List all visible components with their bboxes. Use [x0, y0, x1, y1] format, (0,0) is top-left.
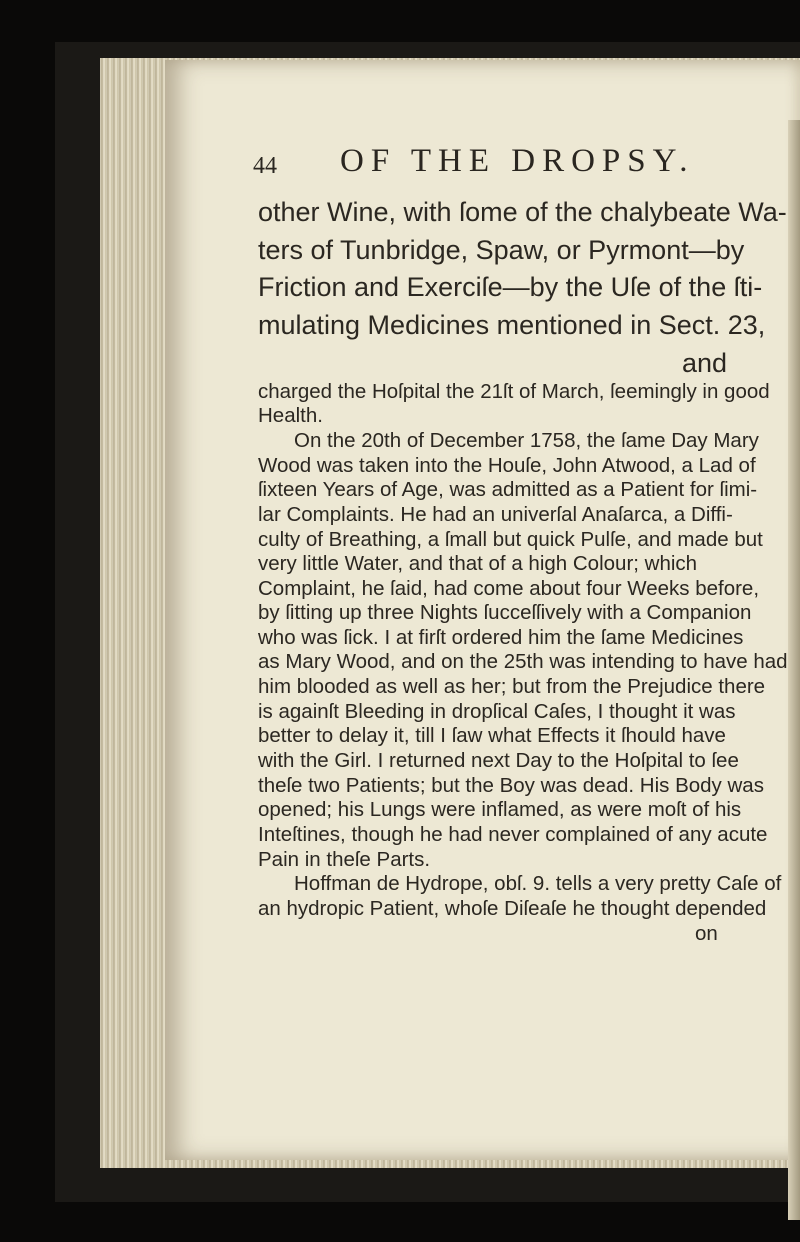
- text-line: on: [695, 922, 718, 945]
- text-line: opened; his Lungs were inflamed, as were moſt of his: [258, 798, 742, 821]
- text-line: as Mary Wood, and on the 25th was intending to have had: [258, 650, 788, 673]
- text-line: On the 20th of December 1758, the ſame Day Mary: [294, 429, 759, 452]
- text-line: Complaint, he ſaid, had come about four Weeks before,: [258, 577, 760, 600]
- text-line: better to delay it, till I ſaw what Effects it ſhould have: [258, 724, 726, 747]
- text-line: Health.: [258, 404, 323, 427]
- text-line: other Wine, with ſome of the chalybeate Wa-: [258, 197, 787, 227]
- text-line: very little Water, and that of a high Colour; which: [258, 552, 698, 575]
- text-line: mulating Medicines mentioned in Sect. 23,: [258, 310, 766, 340]
- text-line: with the Girl. I returned next Day to the Hoſpital to ſee: [258, 749, 739, 772]
- text-line: him blooded as well as her; but from the Prejudice there: [258, 675, 766, 698]
- running-title: OF THE DROPSY.: [340, 143, 695, 179]
- text-line: by ſitting up three Nights ſucceſſively with a Companion: [258, 601, 752, 624]
- text-line: Pain in theſe Parts.: [258, 848, 431, 871]
- text-line: lar Complaints. He had an univerſal Anaſarca, a Diffi-: [258, 503, 733, 526]
- text-line: an hydropic Patient, whoſe Diſeaſe he thought depended: [258, 897, 767, 920]
- text-line: charged the Hoſpital the 21ſt of March, ſeemingly in good: [258, 380, 770, 403]
- text-line: is againſt Bleeding in dropſical Caſes, I thought it was: [258, 700, 736, 723]
- text-line: who was ſick. I at firſt ordered him the ſame Medicines: [258, 626, 744, 649]
- text-line: and: [682, 348, 728, 378]
- text-line: ters of Tunbridge, Spaw, or Pyrmont—by: [258, 235, 745, 265]
- page-right-edge: [788, 120, 800, 1220]
- text-line: theſe two Patients; but the Boy was dead. His Body was: [258, 774, 764, 797]
- text-line: Hoffman de Hydrope, obſ. 9. tells a very pretty Caſe of: [294, 872, 782, 895]
- text-line: culty of Breathing, a ſmall but quick Pulſe, and made but: [258, 528, 763, 551]
- page-number: 44: [253, 153, 277, 179]
- text-line: Friction and Exerciſe—by the Uſe of the ſti-: [258, 272, 763, 302]
- text-line: Inteſtines, though he had never complained of any acute: [258, 823, 768, 846]
- text-line: Wood was taken into the Houſe, John Atwood, a Lad of: [258, 454, 756, 477]
- text-line: ſixteen Years of Age, was admitted as a Patient for ſimi-: [258, 478, 758, 501]
